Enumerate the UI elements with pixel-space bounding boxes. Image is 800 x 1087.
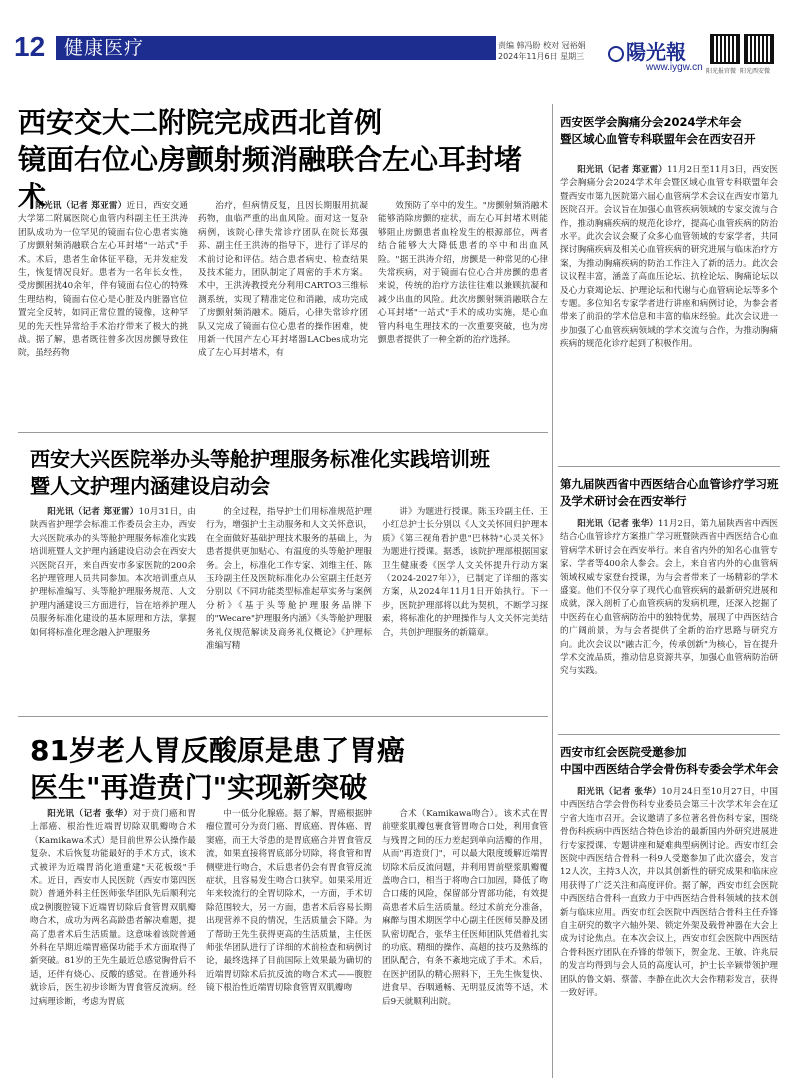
qr-caption: 阳光报官微 <box>706 68 737 75</box>
article-column: 效预防了卒中的发生。"房颤射频消融术能够消除房颤的症状，而左心耳封堵术则能够阻止房颤患者血栓发生的根源部位，两者结合能够大大降低患者的卒中和出血风险。"据王洪涛介绍，房颤是一种常见的心律失常疾病，对于镜面右位心合并房颤的患者来说，传统的治疗方法往往难以兼顾抗凝和减少出血的风险。此次房颤射频消融联合左心耳封堵"一站式"手术的成功实施，是心血管内科电生理技术的一次重要突破，也为房颤患者提供了一种全新的治疗选择。 <box>378 201 548 346</box>
article-column: 阳光讯（记者 郑亚雷）近日，西安交通大学第二附属医院心血管内科副主任王洪涛团队成功为一位罕见的镜面右位心患者实施了房颤射频消融联合左心耳封堵"一站式"手术。术后，患者生命体征平稳，无并发症发生，恢复情况良好。患者为一名年长女性，受房颤困扰40余年，伴有镜面右位心的特殊生理结构，镜面右位心是心脏及内脏器官位置完全反转，如同正常位置的镜像，这种罕见的先天性异常给手术治疗带来了极大的挑战。据了解，患者既往曾多次因房颤导致住院，虽经药物 <box>18 201 188 359</box>
byline: 阳光讯（记者 张华） <box>577 787 662 797</box>
editor-line: 责编 韩冯盼 校对 冠裕娟 <box>498 41 586 50</box>
section-title: 健康医疗 <box>64 37 145 59</box>
sidebar-article-body: 阳光讯（记者 郑亚雷）11月2日至11月3日，西安医学会胸痛分会2024学术年会暨区域心血管专科联盟年会暨西安市第九医院第六届心血管病学术会议在西安市第九医院召开。会议旨在加强心血管疾病领域的专家交流与合作，推动胸痛疾病的规范化诊疗，提高心血管疾病的防治水平。此次会议会聚了众多心血管领域的专家学者，共同探讨胸痛疾病及相关心血管疾病的研究进展与临床治疗方案，为推动胸痛疾病的防治工作注入了新的活力。此次会议议程丰富，涵盖了高血压论坛、抗栓论坛、胸痛论坛以及心力衰竭论坛、护理论坛和代谢与心血管病论坛等多个专题。多位知名专家学者进行讲座和病例讨论，为参会者带来了前沿的学术信息和丰富的临床经验。此次会议进一步加强了心血管疾病领域的学术交流与合作，为推动胸痛疾病的规范化诊疗起到了积极作用。 <box>560 165 778 350</box>
qr-code-icon <box>710 34 740 64</box>
article-column: 中一低分化腺癌。据了解，胃癌根据肿瘤位置可分为贲门癌、胃底癌、胃体癌、胃窦癌，而王大爷患的是胃底癌合并胃食管反流，如果直接将胃底部分切除，将食管和胃侧壁进行吻合，术后患者仍会有胃食管反流症状，且容易发生吻合口狭窄。如果采用近年来较流行的全胃切除术，一方面，手术切除范围较大，另一方面，患者术后容易长期出现营养不良的情况，生活质量会下降。为了帮助王先生获得更高的生活质量，主任医师张华团队进行了详细的术前检查和病例讨论，最终选择了目前国际上效果最为确切的近端胃切除术后抗反流的吻合术式——腹腔镜下根治性近端胃切除食管胃双肌瓣吻 <box>206 809 372 994</box>
article-body <box>30 506 548 706</box>
divider <box>558 734 780 735</box>
date-line: 2024年11月6日 星期三 <box>498 52 585 61</box>
sun-logo-icon <box>608 46 624 62</box>
qr-caption: 阳光西安微 <box>740 68 771 75</box>
article-column: 讲》为题进行授课。陈玉玲副主任、王小红总护士长分别以《人文关怀回归护理本质》《第三视角看护患"巴林特"心灵关怀》为题进行授课。据悉，该院护理部根据国家卫生健康委《医学人文关怀提升行动方案（2024-2027年）》，已制定了详细的落实方案，从2024年11月1日开始执行。下一步，医院护理部将以此为契机，不断学习探索，将标准化的护理操作与人文关怀完美结合，共创护理服务的新篇章。 <box>382 507 548 638</box>
byline: 阳光讯（记者 郑亚雷） <box>47 507 139 517</box>
article-column: 阳光讯（记者 张华）对于贲门癌和胃上部癌、根治性近端胃切除双肌瓣吻合术（Kamikawa术式）是目前世界公认操作最复杂、术后恢复功能最好的手术方式，该术式被评为近端胃消化道重建"天花板级"手术。近日，西安市人民医院（西安市第四医院）普通外科主任医师张华团队先后顺利完成2例腹腔镜下近端胃切除后食管胃双肌瓣吻合术，成功为两名高龄患者解决难题，提高了患者术后生活质量。这意味着该院普通外科在早期近端胃癌保功能手术方面取得了新突破。81岁的王先生最近总感觉胸骨后不适，还伴有烧心、反酸的感觉。在普通外科就诊后，医生初步诊断为胃食管反流病。经过病理诊断，考虑为胃底 <box>30 809 196 1007</box>
sidebar-headline: 第九届陕西省中西医结合心血管诊疗学习班 及学术研讨会在西安举行 <box>560 477 779 508</box>
divider <box>18 716 548 717</box>
divider <box>558 466 780 467</box>
article-headline: 81岁老人胃反酸原是患了胃癌 医生"再造贲门"实现新突破 <box>30 734 405 804</box>
column-divider <box>552 104 553 1078</box>
sidebar-article-body: 阳光讯（记者 张华）11月2日，第九届陕西省中西医结合心血管诊疗方案推广学习班暨陕西省中西医结合心血管病学术研讨会在西安举行。来自省内外的知名心血管专家、学者等400余人参会。会上，来自省内外的心血管病领域权威专家登台授课，为与会者带来了一场精彩的学术盛宴。他们不仅分享了现代心血管疾病的最新研究进展和成就，深入剖析了心血管疾病的发病机理，还深入挖掘了中医药在心血管病防治中的独特优势，展现了中西医结合的广阔前景，为与会者提供了全新的治疗思路与研究方向。此次会议以"融古汇今，传承创新"为核心，旨在提升学术交流品质，推动信息资源共享，加强心血管病防治研究与实践。 <box>560 519 778 677</box>
byline: 阳光讯（记者 郑亚雷） <box>577 165 667 175</box>
website-link[interactable]: www.iygw.cn <box>646 62 703 73</box>
article-column: 治疗，但病情反复，且因长期服用抗凝药物，血临严重的出血风险。面对这一复杂病例，该院心律失常诊疗团队在院长郑强荪、副主任王洪涛的指导下，进行了详尽的术前讨论和评估。结合患者病史、检查结果及技术能力，团队制定了周密的手术方案。术中，王洪涛教授充分利用CARTO3三维标测系统，实现了精准定位和消融，成功完成了房颤射频消融术。随后，心律失常诊疗团队又完成了镜面右位心患者的操作困难，使用新一代国产左心耳封堵器LACbes成功完成了左心耳封堵术，有 <box>198 201 368 359</box>
page-number: 12 <box>14 31 46 62</box>
article-headline: 西安大兴医院举办头等舱护理服务标准化实践培训班 暨人文护理内涵建设启动会 <box>30 447 490 498</box>
article-column: 阳光讯（记者 郑亚雷）10月31日，由陕西省护理学会标准工作委员会主办，西安大兴医院承办的头等舱护理服务标准化实践培训班暨人文护理内涵建设启动会在西安大兴医院召开，来自西安市多家医院的200余名护理管理人员共同参加。本次培训重点从护理标准编写、头等舱护理服务规范、人文护理内涵建设三方面进行，旨在培养护理人员服务标准化建设的基本原理和方法，掌握如何将标准化理念融入护理服务 <box>30 507 196 638</box>
article-body <box>18 200 548 428</box>
masthead-meta <box>498 40 586 62</box>
sidebar-article-body: 阳光讯（记者 张华）10月24日至10月27日，中国中西医结合学会骨伤科专业委员会第三十次学术年会在辽宁省大连市召开。会议邀请了多位著名骨伤科专家，围绕骨伤科疾病中西医结合特色诊治的最新国内外研究进展进行专家授课、专题讲座和疑难典型病例讨论。西安市红会医院中西医结合骨科一科9人受邀参加了此次盛会，发言12人次，主持3人次，并以其创新性的研究成果和临床应用获得了广泛关注和高度评价。据了解，西安市红会医院中西医结合骨科一直致力于中西医结合骨科领域的技术创新与临床应用。西安市红会医院中西医结合骨科主任乔锋自主研究的数字六轴外架、锁定外架及载骨神器在大会上成为讨论焦点。在本次会议上，西安市红会医院中西医结合骨科医疗团队在乔锋的带领下，贺金龙、王敏、许兆辰的发言均得到与会人员的高度认可，护士长辛颖带领护理团队的鲁文娟、蔡蕾、李静在此次大会作精彩发言，获得一致好评。 <box>560 787 778 999</box>
article-body <box>30 808 548 1078</box>
sidebar-headline: 西安市红会医院受邀参加 中国中西医结合学会骨伤科专委会学术年会 <box>560 745 779 776</box>
byline: 阳光讯（记者 张华） <box>577 519 658 529</box>
divider <box>18 432 548 433</box>
masthead <box>0 0 800 75</box>
article-column: 的全过程，指导护士们用标准规范护理行为，增强护士主动服务和人文关怀意识，在全面做好基础护理技术服务的基础上，为患者提供更加贴心、有温度的头等舱护理服务。会上，标准化工作专家、刘维主任、陈玉玲副主任及医院标准化办公室副主任赵芳分别以《不同功能类型标准起草实务与案例分析》《基于头等舱护理服务品牌下的"Wecare"护理服务内涵》《头等舱护理服务礼仪规范解读及商务礼仪概论》《护理标准编写精 <box>206 507 372 652</box>
article-column: 合术（Kamikawa吻合）。该术式在胃前壁浆肌瓣包裹食管胃吻合口处，利用食管与残胃之间的压力差起到单向活瓣的作用，从而"再造贲门"，可以最大限度缓解近端胃切除术后反流问题，并利用胃前壁浆肌瓣覆盖吻合口，相当于将吻合口加固，降低了吻合口瘘的风险，保留部分胃部功能，有效提高患者术后生活质量。经过术前充分准备，麻醉与围术期医学中心副主任医师吴静及团队密切配合，张华主任医师团队凭借着扎实的功底、精细的操作、高超的技巧及熟练的团队配合，有条不紊地完成了手术。术后，在医护团队的精心照料下，王先生恢复快、进食早、吞咽通畅、无明显反流等不适，术后9天就顺利出院。 <box>382 809 548 1007</box>
qr-code-icon <box>744 34 774 64</box>
logo-text: 陽光報 <box>626 40 686 64</box>
byline: 阳光讯（记者 张华） <box>47 809 133 819</box>
byline: 阳光讯（记者 郑亚雷） <box>35 201 127 211</box>
article-headline: 西安交大二附院完成西北首例 镜面右位心房颤射频消融联合左心耳封堵术 <box>18 106 523 213</box>
sidebar-headline: 西安医学会胸痛分会2024学术年会 暨区域心血管专科联盟年会在西安召开 <box>560 115 756 146</box>
newspaper-logo <box>608 36 686 65</box>
